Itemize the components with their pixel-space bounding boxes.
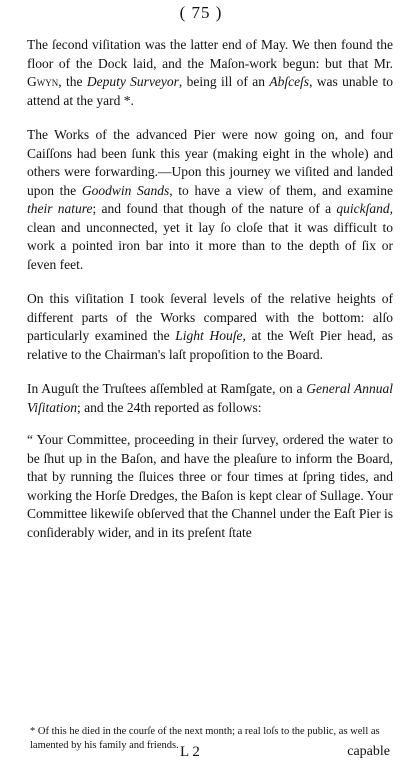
paragraph bbox=[27, 36, 393, 110]
catchword: capable bbox=[347, 744, 390, 759]
text-run: Gwyn bbox=[27, 74, 59, 89]
text-run: their nature bbox=[27, 201, 93, 216]
paragraph bbox=[27, 290, 393, 364]
paragraph bbox=[27, 380, 393, 417]
text-run: General Annual Viſitation bbox=[27, 381, 393, 415]
text-run: , to have a view of them, and examine bbox=[169, 182, 393, 198]
text-run: , at the Weſt Pier head, as relative to the Chairman's laſt propoſition to the Board. bbox=[27, 328, 393, 362]
page-number: ( 75 ) bbox=[179, 3, 223, 22]
text-run: Abſceſs bbox=[269, 74, 310, 89]
text-run: , being ill of an bbox=[178, 74, 270, 89]
text-run: ; and found that though of the nature of a bbox=[92, 201, 337, 216]
text-run: Deputy Surveyor bbox=[86, 74, 179, 89]
text-run: “ Your Committee, proceeding in their ſurvey, ordered the water to be ſhut up in the Baſon, and have the pleaſure to inform the Board, that by running the ſluices three or four times at ſpring tides, and working the Horſe Dredges, the Baſon is kept clear of Sullage. Your Committee likewiſe obſerved that the Channel under the Eaſt Pier is conſiderably wider, and in its preſent ſtate bbox=[27, 432, 393, 540]
text-run: Light Houſe bbox=[175, 328, 243, 343]
page-footer bbox=[0, 744, 402, 764]
text-run: The ſecond viſitation was the latter end of May. We then found the floor of the Dock laid, and the Maſon-work begun: but that Mr. bbox=[27, 37, 393, 71]
text-run: , clean and unconnected, yet it lay ſo cloſe that it was difficult to work a pointed iron bar into it more than to the depth of ſix or ſeven feet. bbox=[27, 201, 393, 272]
text-run: quickſand bbox=[336, 201, 390, 216]
text-run: ; and the 24th reported as follows: bbox=[77, 399, 262, 415]
text-run: , was unable to attend at the yard *. bbox=[27, 74, 394, 108]
paragraph bbox=[27, 126, 393, 274]
footnote: * Of this he died in the courſe of the next month; a real loſs to the public, as well as lamented by his family and friends. bbox=[30, 726, 380, 751]
text-run: On this viſitation I took ſeveral levels of the relative heights of different parts of the Works compared with the bottom: alſo particularly examined the bbox=[27, 291, 393, 343]
text-run: Goodwin Sands bbox=[81, 182, 170, 198]
text-run: The Works of the advanced Pier were now going on, and four Caiſſons had been ſunk this year (making eight in the whole) and others were forwarding.—Upon this journey we viſited and landed upon the bbox=[27, 127, 393, 198]
paragraph bbox=[27, 431, 393, 542]
body-text bbox=[27, 36, 393, 542]
signature-mark: L 2 bbox=[180, 744, 200, 760]
text-run: In Auguſt the Truſtees aſſembled at Ramſgate, on a bbox=[27, 381, 307, 396]
text-run: , the bbox=[58, 74, 87, 89]
